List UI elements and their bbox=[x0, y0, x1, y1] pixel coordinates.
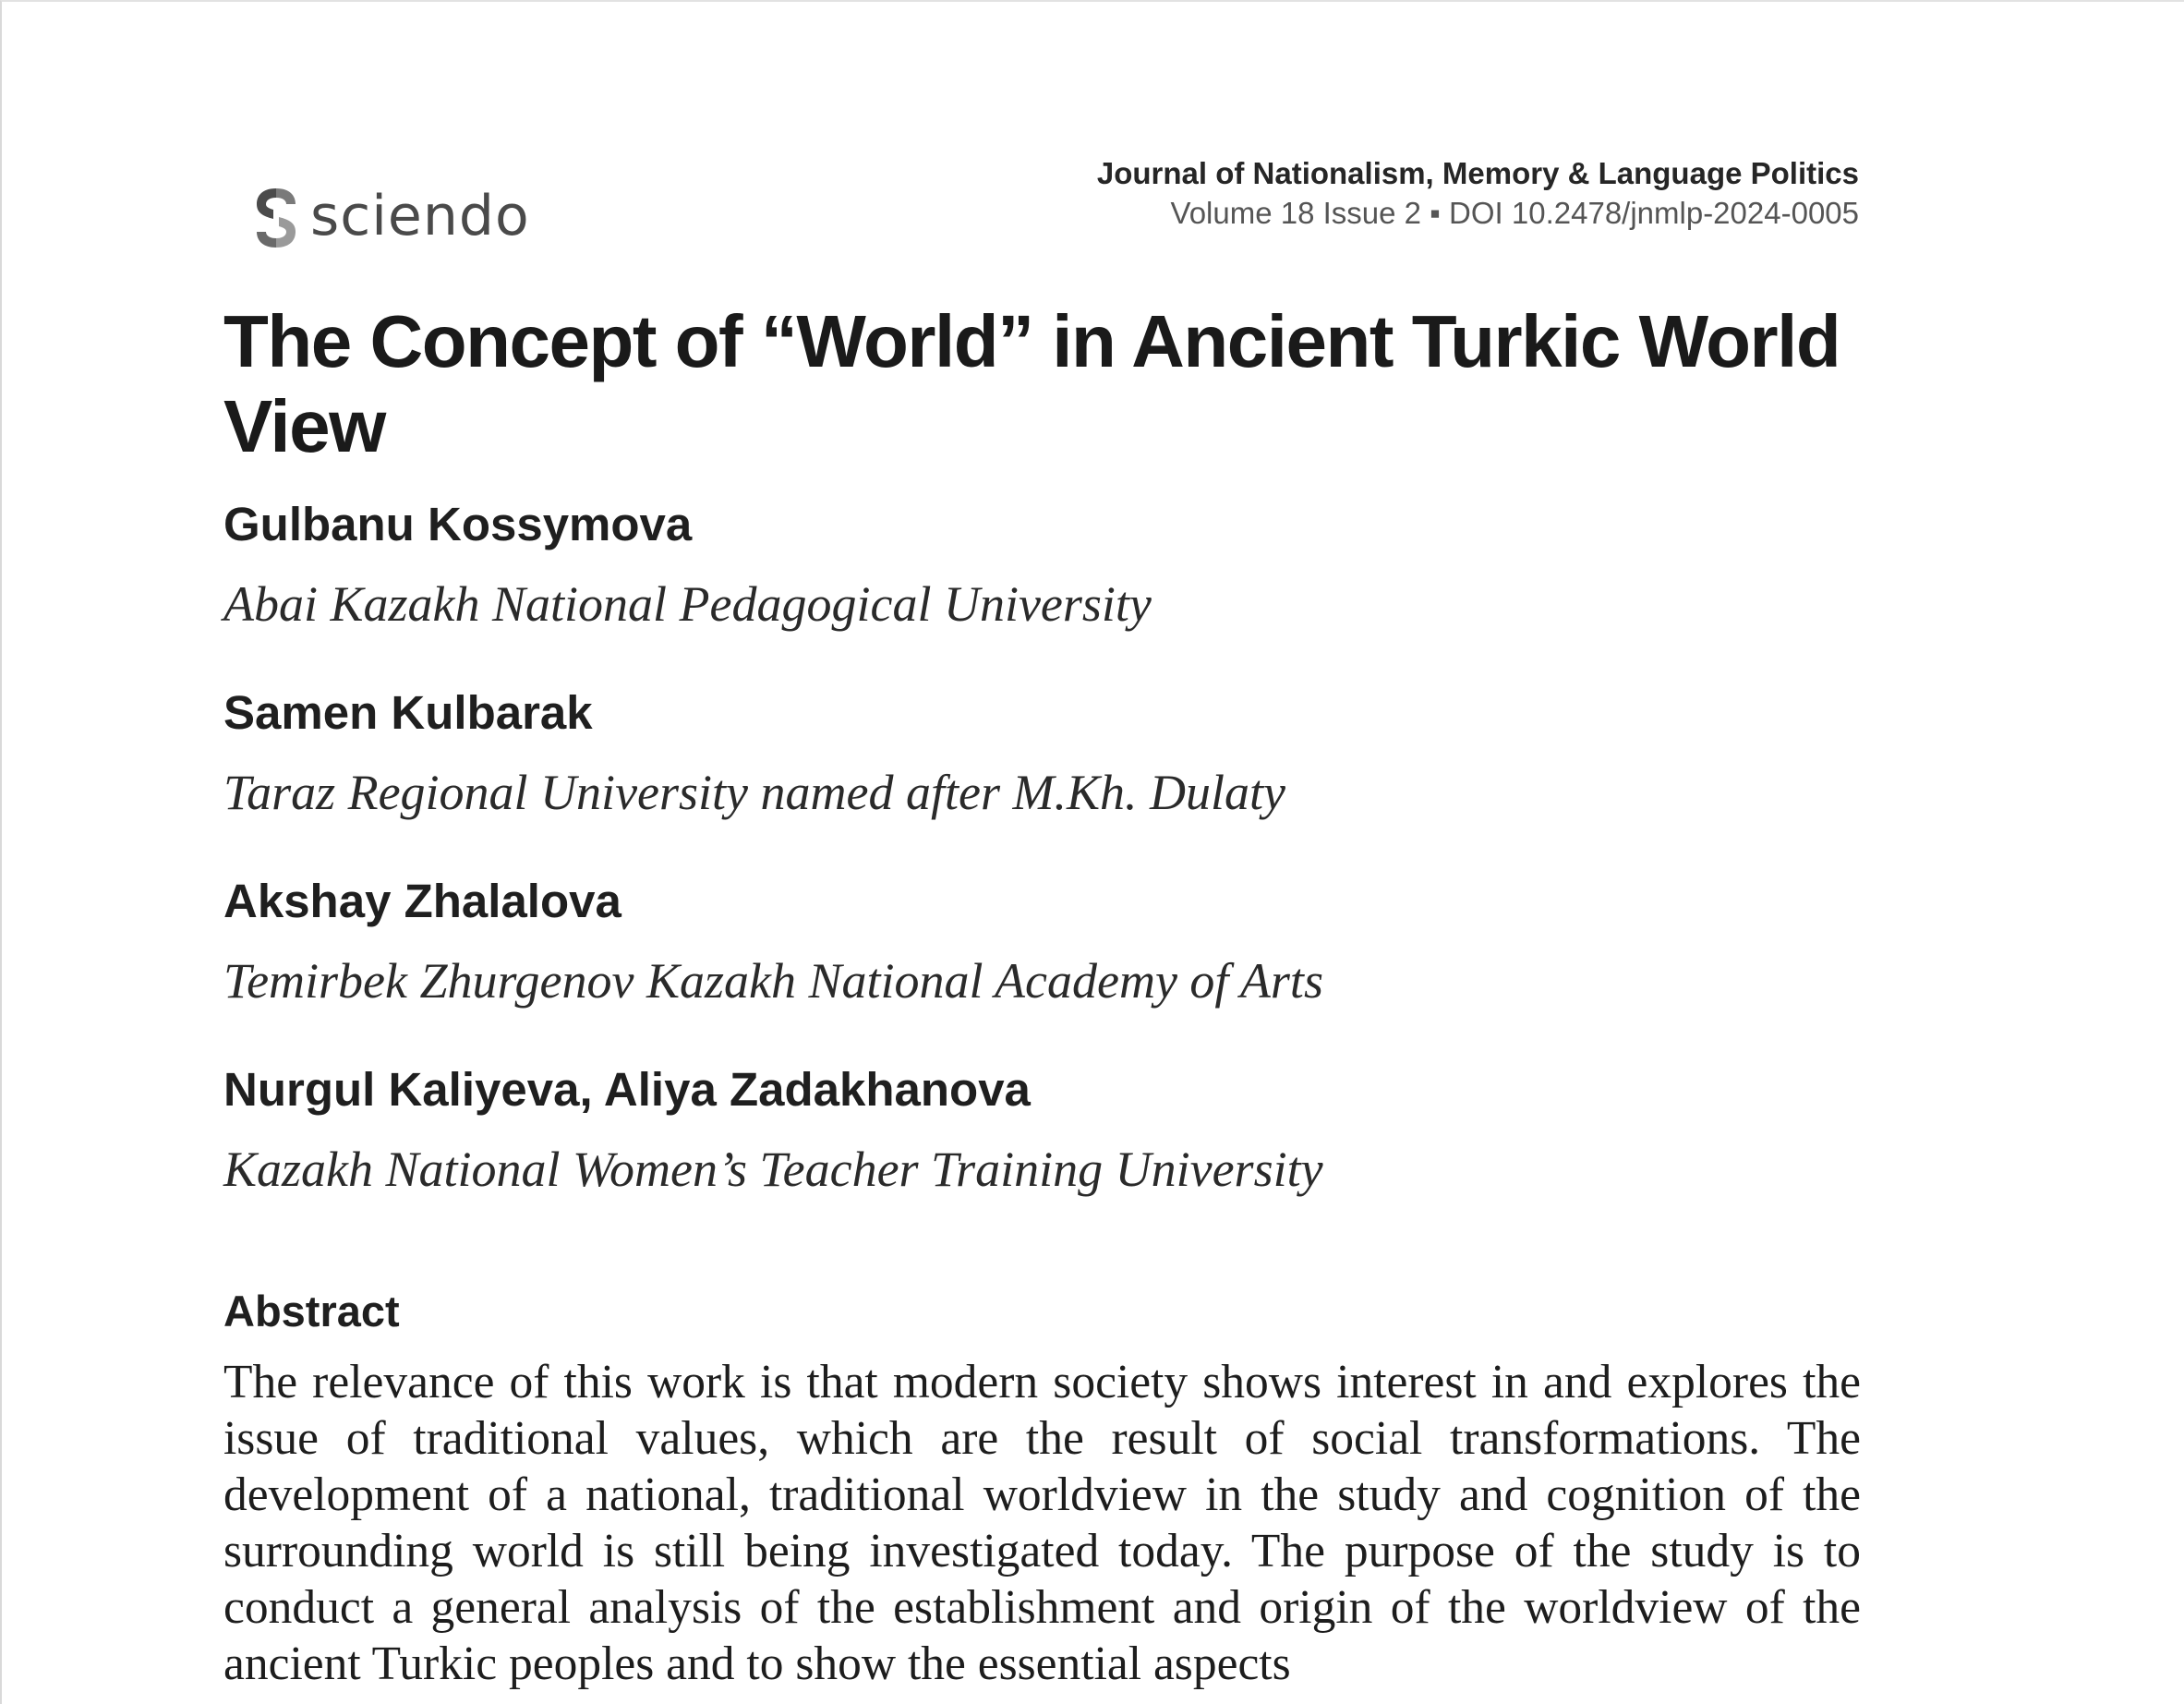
publisher-logo bbox=[253, 185, 530, 251]
journal-name: Journal of Nationalism, Memory & Language Politics bbox=[1096, 156, 1859, 190]
author-entry bbox=[223, 1057, 1978, 1245]
author-affiliation: Abai Kazakh National Pedagogical University bbox=[223, 576, 1152, 632]
author-affiliation: Kazakh National Women’s Teacher Training University bbox=[223, 1142, 1323, 1197]
author-entry bbox=[223, 680, 1978, 868]
sciendo-logo-icon bbox=[253, 185, 299, 251]
author-name: Akshay Zhalalova bbox=[223, 875, 621, 927]
article-title: The Concept of “World” in Ancient Turkic World View bbox=[223, 300, 1840, 467]
abstract-heading: Abstract bbox=[223, 1287, 400, 1335]
journal-volume-doi: Volume 18 Issue 2 ▪ DOI 10.2478/jnmlp-2024-0005 bbox=[1170, 196, 1859, 230]
author-entry bbox=[223, 491, 1978, 680]
abstract-text: The relevance of this work is that modern society shows interest in and explores the issue of traditional values, which are the result of social transformations. The development of a national, traditional worldview in the study and cognition of the surrounding world is still being investigated today. The purpose of the study is to conduct a general analysis of the establishment and origin of the worldview of the ancient Turkic peoples and to show the essential aspects bbox=[223, 1356, 1861, 1690]
author-name: Gulbanu Kossymova bbox=[223, 498, 693, 550]
author-affiliation: Taraz Regional University named after M.Kh. Dulaty bbox=[223, 765, 1285, 820]
author-name: Nurgul Kaliyeva, Aliya Zadakhanova bbox=[223, 1063, 1031, 1116]
author-affiliation: Temirbek Zhurgenov Kazakh National Academy of Arts bbox=[223, 953, 1323, 1009]
publisher-name: sciendo bbox=[310, 184, 530, 248]
author-name: Samen Kulbarak bbox=[223, 686, 593, 739]
author-entry bbox=[223, 868, 1978, 1057]
author-list bbox=[223, 491, 1978, 1245]
journal-info bbox=[1097, 153, 1859, 233]
